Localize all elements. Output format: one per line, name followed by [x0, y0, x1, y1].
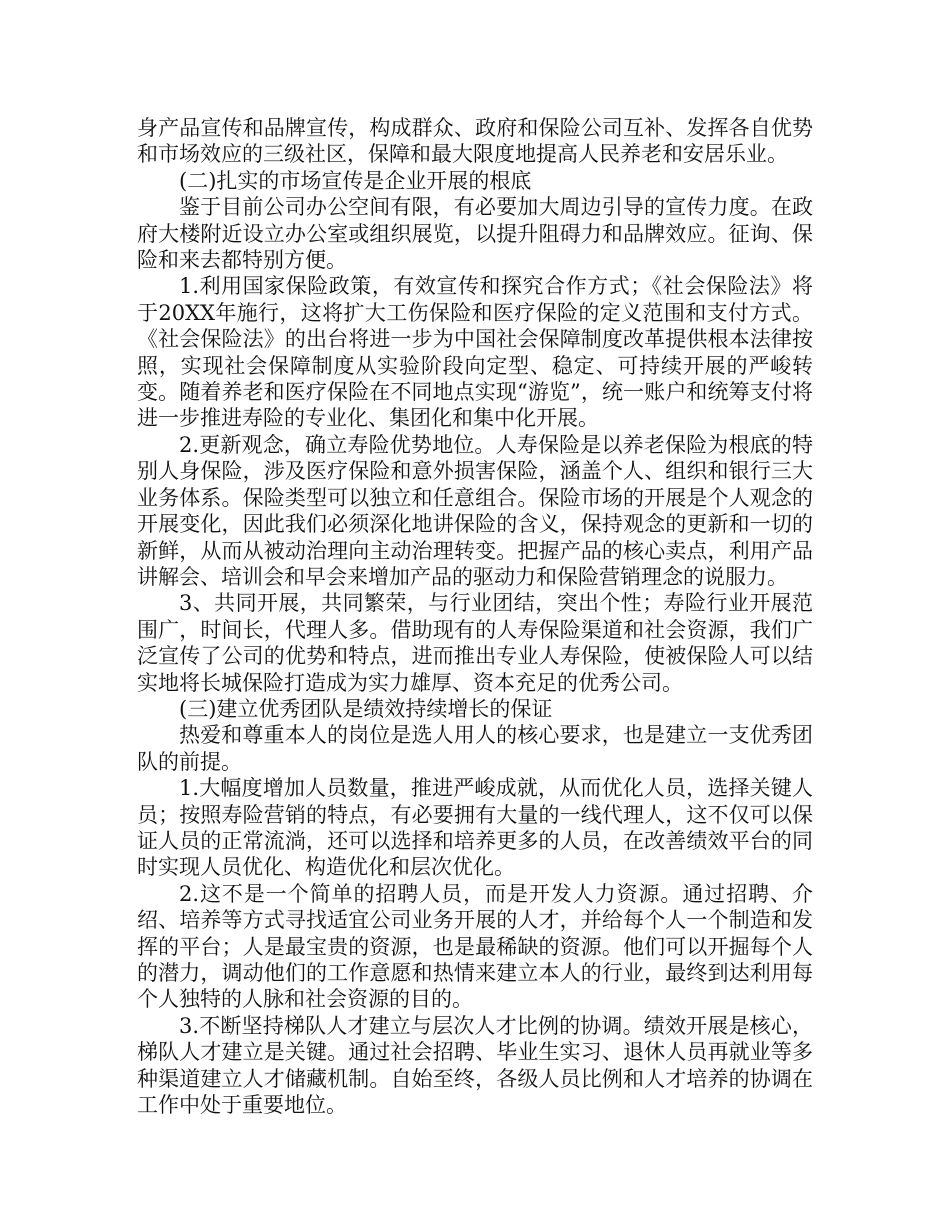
paragraph-9: 1.大幅度增加人员数量，推进严峻成就，从而优化人员，选择关键人员；按照寿险营销的特点，有必要拥有大量的一线代理人，这不仅可以保证人员的正常流淌，还可以选择和培养更多的人员，在改善绩效平台的同时实现人员优化、构造优化和层次优化。: [137, 776, 813, 880]
paragraph-6: 3、共同开展，共同繁荣，与行业团结，突出个性；寿险行业开展范围广，时间长，代理人多。借助现有的人寿保险渠道和社会资源，我们广泛宣传了公司的优势和特点，进而推出专业人寿保险，使被保险人可以结实地将长城保险打造成为实力雄厚、资本充足的优秀公司。: [137, 591, 813, 695]
paragraph-8: 热爱和尊重本人的岗位是选人用人的核心要求，也是建立一支优秀团队的前提。: [137, 723, 813, 774]
paragraph-3: 鉴于目前公司办公空间有限，有必要加大周边引导的宣传力度。在政府大楼附近设立办公室或组织展览，以提升阻碍力和品牌效应。征询、保险和来去都特别方便。: [137, 195, 813, 273]
document-body: [137, 115, 813, 1118]
paragraph-10: 2.这不是一个简单的招聘人员，而是开发人力资源。通过招聘、介绍、培养等方式寻找适宜公司业务开展的人才，并给每个人一个制造和发挥的平台；人是最宝贵的资源，也是最稀缺的资源。他们可以开掘每个人的潜力，调动他们的工作意愿和热情来建立本人的行业，最终到达利用每个人独特的人脉和社会资源的目的。: [137, 881, 813, 1012]
paragraph-4: 1.利用国家保险政策，有效宣传和探究合作方式；《社会保险法》将于20XX年施行，这将扩大工伤保险和医疗保险的定义范围和支付方式。《社会保险法》的出台将进一步为中国社会保障制度改革提供根本法律按照，实现社会保障制度从实验阶段向定型、稳定、可持续开展的严峻转变。随着养老和医疗保险在不同地点实现“游览”，统一账户和统筹支付将进一步推进寿险的专业化、集团化和集中化开展。: [137, 274, 813, 431]
paragraph-5: 2.更新观念，确立寿险优势地位。人寿保险是以养老保险为根底的特别人身保险，涉及医疗保险和意外损害保险，涵盖个人、组织和银行三大业务体系。保险类型可以独立和任意组合。保险市场的开展是个人观念的开展变化，因此我们必须深化地讲保险的含义，保持观念的更新和一切的新鲜，从而从被动治理向主动治理转变。把握产品的核心卖点，利用产品讲解会、培训会和早会来增加产品的驱动力和保险营销理念的说服力。: [137, 432, 813, 589]
section-heading-3: (三)建立优秀团队是绩效持续增长的保证: [179, 696, 553, 721]
paragraph-11: 3.不断坚持梯队人才建立与层次人才比例的协调。绩效开展是核心，梯队人才建立是关键。通过社会招聘、毕业生实习、退休人员再就业等多种渠道建立人才储藏机制。自始至终，各级人员比例和人才培养的协调在工作中处于重要地位。: [137, 1013, 813, 1118]
section-heading-2: (二)扎实的市场宣传是企业开展的根底: [179, 168, 532, 193]
paragraph-1: 身产品宣传和品牌宣传，构成群众、政府和保险公司互补、发挥各自优势和市场效应的三级社区，保障和最大限度地提高人民养老和安居乐业。: [137, 116, 813, 167]
